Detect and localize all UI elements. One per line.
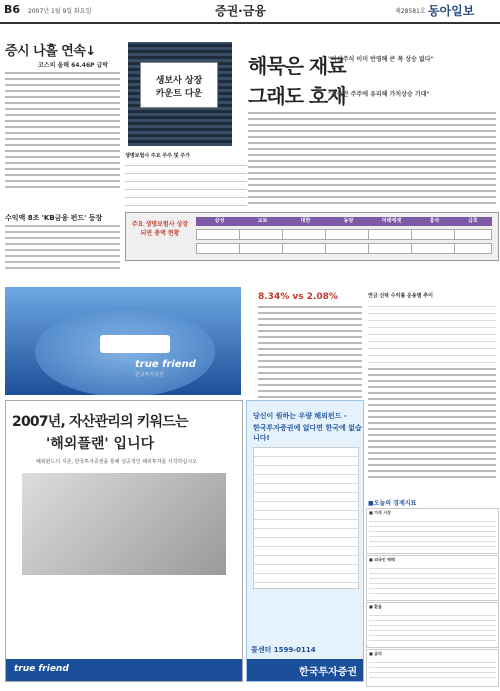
feature-title-2: 그래도 호재 bbox=[248, 84, 346, 108]
left-second-headline: 수익액 8조 'KB금융 펀드' 등장 bbox=[5, 214, 103, 222]
page-header bbox=[0, 0, 500, 24]
strip-cell: 동양 bbox=[325, 217, 372, 255]
ad-true-friend-ship bbox=[5, 287, 241, 395]
eco-box: ■ 가격 시장 bbox=[366, 508, 499, 554]
ad-overseas-fund bbox=[246, 400, 364, 682]
newspaper-logo: 동아일보 bbox=[428, 4, 475, 18]
ad-overseas-plan bbox=[5, 400, 243, 682]
ad-sub: 한국투자증권 bbox=[135, 372, 164, 378]
ad3-fund-table bbox=[253, 447, 359, 589]
ad-brand: true friend bbox=[135, 359, 196, 370]
strip-cell: 삼성 bbox=[196, 217, 243, 255]
feature-table bbox=[125, 158, 247, 206]
eco-indicators-title: ■오늘의 경제지표 bbox=[368, 500, 417, 507]
feature-quote-1: "자산주식 이미 반영해 큰 폭 상승 없다" bbox=[328, 56, 434, 63]
strip-cell: 흥국 bbox=[411, 217, 458, 255]
left-subhead: 코스피 올해 64.46P 급락 bbox=[38, 62, 109, 69]
strip-label: 주요 생명보험사 상장되면 총액 현황 bbox=[131, 221, 189, 237]
section-title: 증권·금융 bbox=[215, 4, 266, 18]
listing-strip bbox=[125, 212, 499, 261]
issue-date: 2007년 1월 9일 화요일 bbox=[28, 8, 92, 15]
right-table-caption: 연금 신탁 수익률 운용별 추이 bbox=[368, 293, 433, 299]
strip-cell: 금호 bbox=[454, 217, 492, 255]
ad-title-2: '해외플랜' 입니다 bbox=[46, 436, 155, 452]
right-big-percent: 8.34% vs 2.08% bbox=[258, 292, 338, 302]
feature-body bbox=[248, 112, 496, 208]
right-table bbox=[368, 300, 496, 363]
ad3-title-1: 당신이 원하는 우량 해외펀드 - bbox=[253, 412, 347, 420]
eco-box: ■ 외국인 매매 bbox=[366, 555, 499, 601]
page-number: B6 bbox=[4, 3, 21, 16]
ship-graphic bbox=[100, 335, 170, 353]
ad3-footer: 한국투자증권 bbox=[247, 659, 363, 681]
feature-photo bbox=[128, 42, 232, 146]
feature-title-1: 해묵은 재료 bbox=[248, 54, 346, 78]
eco-box: ■ 금리 bbox=[366, 649, 499, 687]
photo-title-line2: 카운트 다운 bbox=[155, 89, 203, 99]
strip-cell: 교보 bbox=[239, 217, 286, 255]
issue-number: 제28581호 bbox=[395, 8, 426, 15]
photo-title-line1: 생보사 상장 bbox=[155, 76, 203, 86]
ad3-telephone: 콜센터 1599-0114 bbox=[251, 646, 316, 654]
photo-title-box bbox=[140, 62, 218, 108]
right-body bbox=[258, 306, 362, 402]
feature-table-caption: 생명보험사 주요 주주 및 주가 bbox=[125, 153, 190, 159]
ad3-title-2: 한국투자증권에 없다면 한국에 없습니다! bbox=[253, 424, 362, 442]
strip-cell: 미래에셋 bbox=[368, 217, 415, 255]
right-body-2 bbox=[368, 368, 496, 482]
eco-box: ■ 환율 bbox=[366, 602, 499, 648]
ad-title-1: 2007년, 자산관리의 키워드는 bbox=[12, 414, 188, 430]
ad-image bbox=[22, 473, 226, 575]
left-body-2 bbox=[5, 225, 120, 273]
strip-cell: 대한 bbox=[282, 217, 329, 255]
ad-title-3: 해외펀드의 지존, 한국투자증권을 통해 성공적인 해외투자를 시작하십시오 bbox=[36, 459, 197, 465]
left-body bbox=[5, 72, 120, 192]
feature-quote-2: "최종안 주주에 유리해 가치상승 기대" bbox=[328, 91, 430, 98]
left-headline: 증시 나흘 연속↓ bbox=[5, 44, 96, 59]
ad-footer: true friend bbox=[6, 659, 242, 681]
